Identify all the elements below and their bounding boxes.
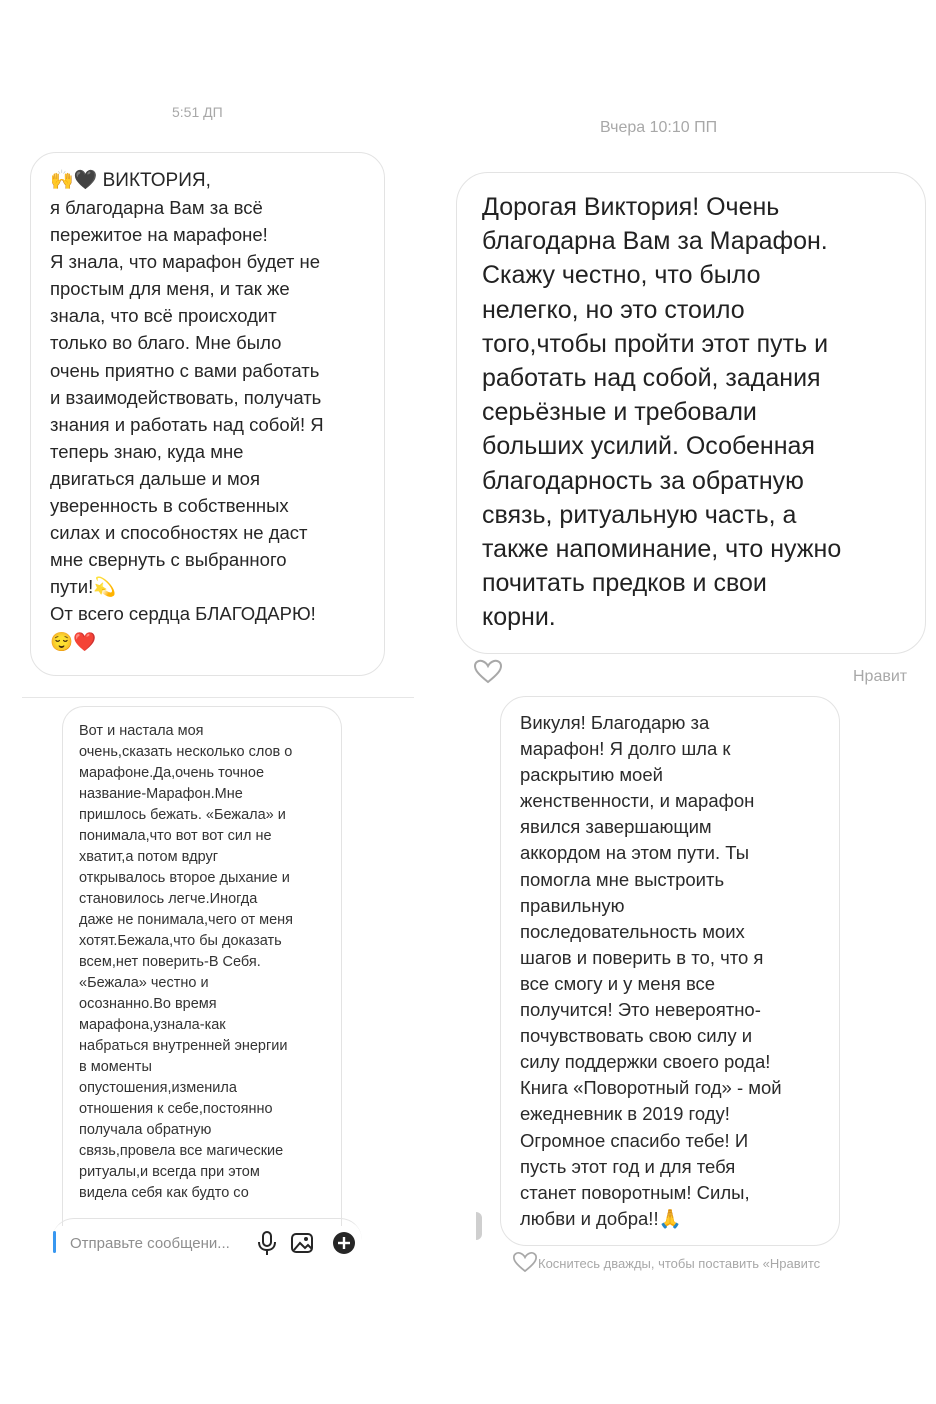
message-heading [50,167,374,194]
plus-circle-icon[interactable] [332,1231,356,1260]
praise-hands-emoji: 🙌🖤 [50,170,98,191]
gallery-icon[interactable] [290,1231,316,1260]
separator-line [22,697,414,698]
message-input[interactable]: Отправьте сообщени... [70,1235,230,1252]
double-tap-like-hint: Коснитесь дважды, чтобы поставить «Нравитс [538,1256,821,1271]
screenshot-3 [0,700,430,1280]
screenshot-4 [440,690,936,1290]
message-text: Дорогая Виктория! Очень благодарна Вам за Марафон. Скажу честно, что было нелегко, но это стоило того,чтобы пройти этот путь и работать над собой, задания серьёзные и требовали больших усилий. Особенная благодарность за обратную связь, ритуальную часть, а также напоминание, что нужно почитать предков и свои корни. [482,193,842,632]
recipient-name: ВИКТОРИЯ, [102,170,211,191]
cursor-caret [53,1231,56,1253]
screenshot-1 [0,0,420,690]
message-timestamp: Вчера 10:10 ПП [600,119,718,136]
heart-icon[interactable] [474,660,502,674]
message-text: Викуля! Благодарю за марафон! Я долго шла к раскрытию моей женственности, и марафон явился завершающим аккордом на этом пути. Ты помогла мне выстроить правильную последовательность моих шагов и поверить в то, что я все смогу и у меня все получится! Это невероятно- почувствовать свою силу и силу поддержки своего рода! Книга «Поворотный год» - мой ежедневник в 2019 году! Огромное спасибо тебе! И пусть этот год и для тебя станет поворотным! Силы, любви и добра!!🙏 [520,712,782,1229]
message-text: Вот и настала моя очень,сказать несколько слов о марафоне.Да,очень точное название-Марафон.Мне пришлось бежать. «Бежала» и понимала,что вот вот сил не хватит,а потом вдруг открывалось второе дыхание и становилось легче.Иногда даже не понимала,чего от меня хотят.Бежала,что бы доказать всем,нет поверить-В Себя. «Бежала» честно и осознанно.Во время марафона,узнала-как набраться внутренней энергии в моменты опустошения,изменила отношения к себе,постоянно получала обратную связь,провела все магические ритуалы,и всегда при этом видела себя как будто со [79,723,294,1201]
screenshot-2 [440,0,936,690]
cut-timestamp: 5:51 ДП [172,104,223,120]
message-bubble[interactable] [456,172,926,654]
message-text: я благодарна Вам за всё пережитое на марафоне! Я знала, что марафон будет не простым для меня, и так же знала, что всё происходит только во благо. Мне было очень приятно с вами работать и взаимодействовать, получать знания и работать над собой! Я теперь знаю, куда мне двигаться дальше и моя уверенность в собственных силах и способностях не даст мне свернуть с выбранного пути!💫 От всего сердца БЛАГОДАРЮ! 😌❤️ [50,197,324,652]
microphone-icon[interactable] [257,1230,277,1261]
avatar-edge [476,1212,482,1240]
message-bubble[interactable] [30,152,385,676]
heart-icon[interactable] [513,1252,537,1278]
like-label-fragment: Нравит [853,668,908,685]
composer-bar [52,1218,362,1265]
message-bubble[interactable] [500,696,840,1246]
message-bubble[interactable] [62,706,342,1226]
